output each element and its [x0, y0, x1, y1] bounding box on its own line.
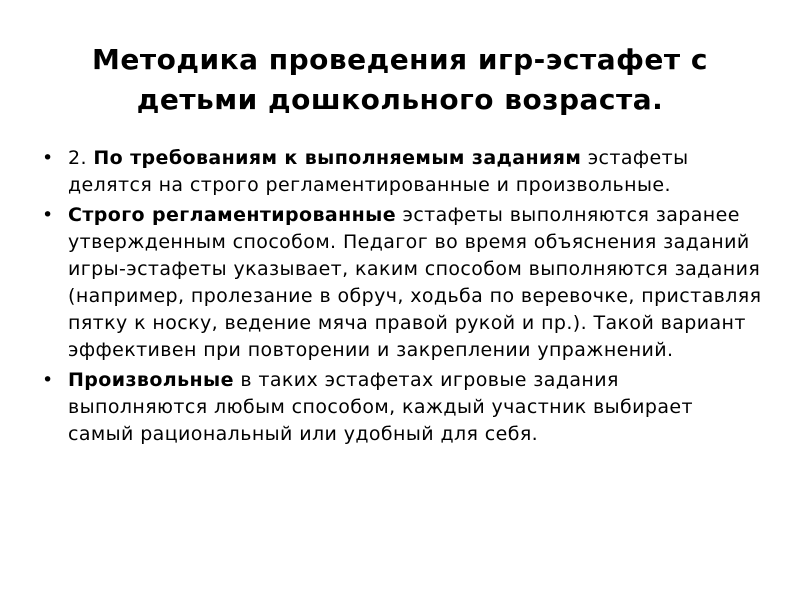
bullet-icon: • [42, 147, 54, 169]
bullet-item-2-bold: Строго регламентированные [68, 204, 397, 226]
bullet-item-1-bold: По требованиям к выполняемым заданиям [93, 147, 582, 169]
slide-title [40, 40, 760, 120]
bullet-icon: • [42, 369, 54, 391]
slide-title-line-2: детьми дошкольного возраста. [136, 83, 664, 116]
bullet-item-1-prefix: 2. [68, 147, 94, 169]
bullet-icon: • [42, 204, 54, 226]
bullet-item-3-text: в таких эстафетах игровые задания выполняются любым способом, каждый участник выбирает самый рациональный или удобный для себя. [68, 369, 693, 445]
bullet-item-2 [42, 202, 762, 364]
bullet-list [42, 145, 762, 451]
bullet-item-1-text: эстафеты делятся на строго регламентированные и произвольные. [68, 147, 689, 196]
bullet-item-1 [42, 145, 762, 199]
bullet-item-2-text: эстафеты выполняются заранее утвержденным способом. Педагог во время объяснения заданий игры-эстафеты указывает, каким способом выполняются задания (например, пролезание в обруч, ходьба по веревочке, приставляя пятку к носку, ведение мяча правой рукой и пр.). Такой вариант эффективен при повторении и закреплении упражнений. [68, 204, 762, 361]
bullet-item-3-bold: Произвольные [68, 369, 234, 391]
slide-title-line-1: Методика проведения игр-эстафет с [92, 43, 708, 76]
bullet-item-3 [42, 367, 762, 448]
